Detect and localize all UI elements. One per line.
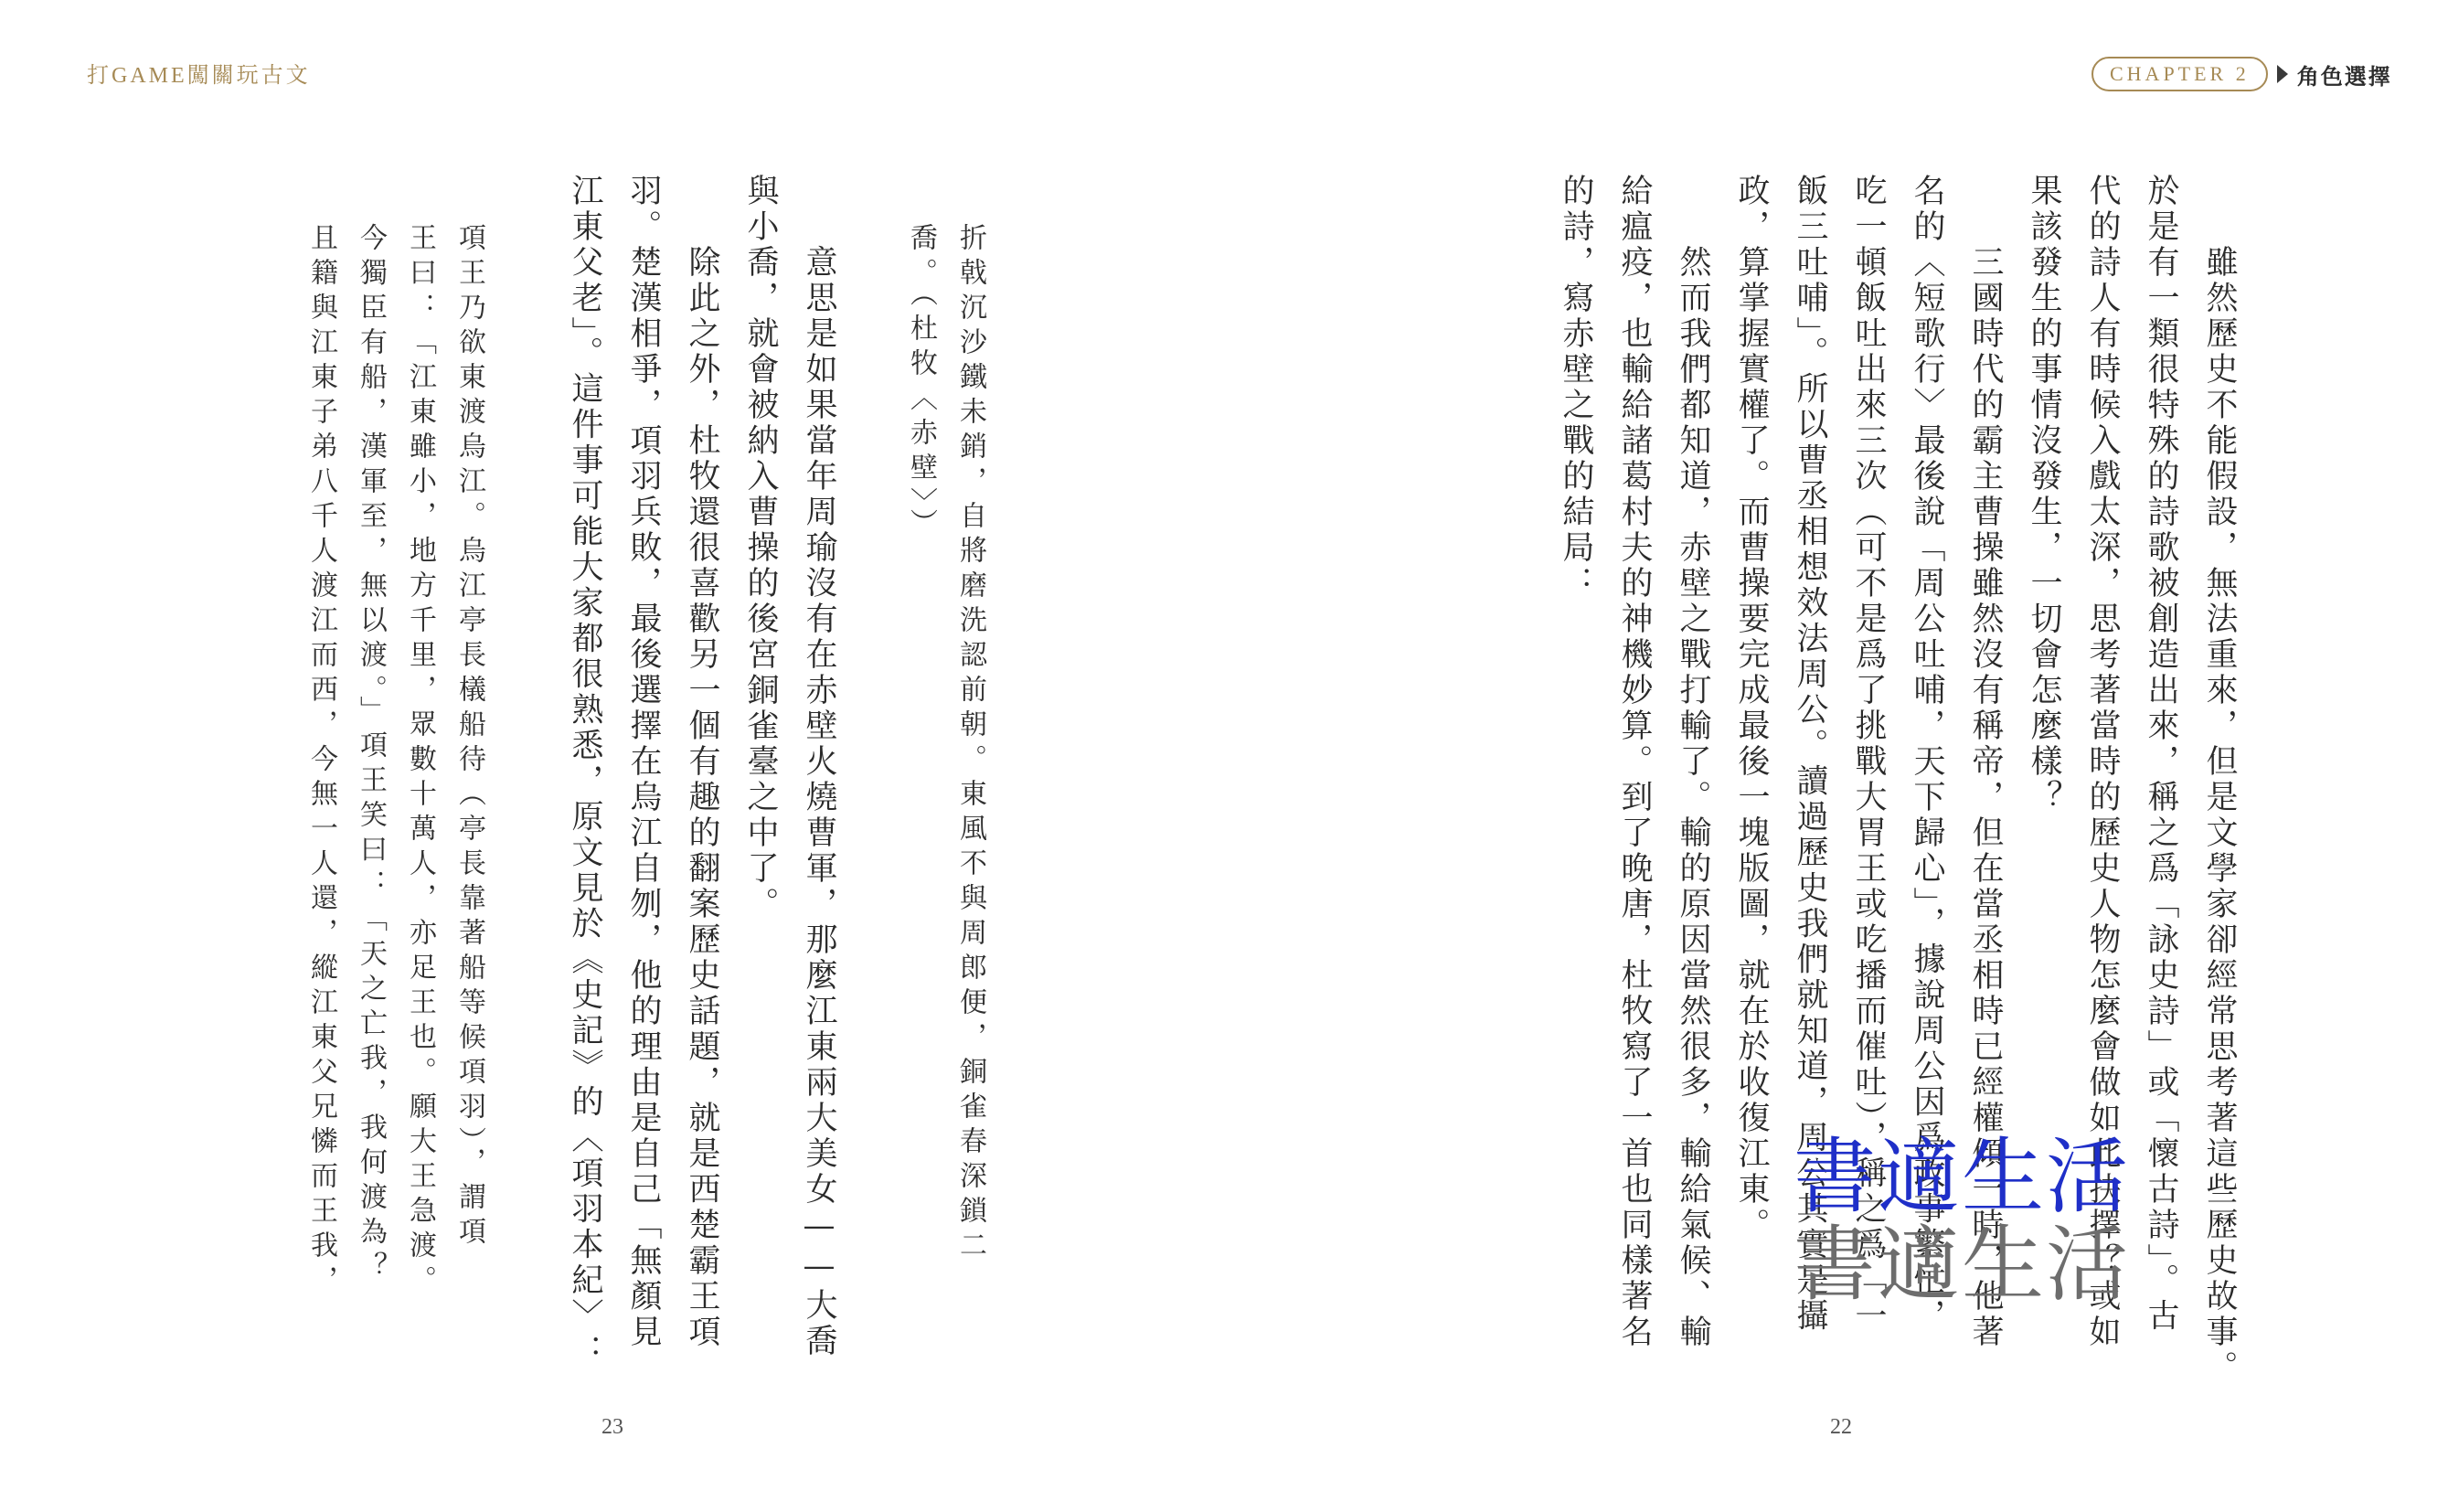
page-number-right: 22 — [1830, 1415, 1852, 1439]
watermark-blue: 書適生活 — [1793, 1129, 2130, 1225]
chapter-label-badge: CHAPTER 2 — [2091, 57, 2268, 91]
page-number-left: 23 — [601, 1415, 623, 1439]
historical-record-quotation: 項王乃欲東渡烏江。烏江亭長檥船待（亭長靠著船等候項羽），謂項 王曰：「江東雖小，地方千里，眾數十萬人，亦足王也。願大王急渡。 今獨臣有船，漢軍至，無以渡。」項王笑曰：「天之亡我，我何渡為？ 且籍與江東子弟八千人渡江而西，今無一人還，縱江東父兄憐而王我， — [305, 223, 485, 1300]
running-head-chapter — [2091, 57, 2392, 91]
poem-quotation: 折戟沉沙鐵未銷，自將磨洗認前朝。東風不與周郎便，銅雀春深鎖二 喬。（杜牧〈赤壁〉） — [905, 223, 986, 1265]
right-page-body-text: 雖然歷史不能假設，無法重來，但是文學家卻經常思考著這些歷史故事。 於是有一類很特殊的詩歌被創造出來，稱之爲「詠史詩」或「懷古詩」。古 代的詩人有時候入戲太深，思考著當時的歷史人物怎麼會做如此抉擇？或如 果該發生的事情沒發生，一切會怎麼樣？ 三國時代的霸主曹操雖然沒有稱帝，但在當丞相時已經權傾一時，他著 名的〈短歌行〉最後說「周公吐哺，天下歸心」，據說周公因爲政事繁忙， 吃一頓飯吐出來三次（可不是爲了挑戰大胃王或吃播而催吐），稱之爲「一 飯三吐哺」。所以曹丞相想效法周公。讀過歷史我們就知道，周公其實是攝 政，算掌握實權了。而曹操要完成最後一塊版圖，就在於收復江東。 然而我們都知道，赤壁之戰打輸了。輸的原因當然很多，輸給氣候、輸 給瘟疫，也輸給諸葛村夫的神機妙算。到了晚唐，杜牧寫了一首也同樣著名 的詩，寫赤壁之戰的結局： — [1558, 174, 2238, 1386]
running-head-book-title: 打GAME闖關玩古文 — [87, 64, 311, 88]
watermark-gray: 書適生活 — [1793, 1217, 2130, 1313]
triangle-right-icon — [2277, 65, 2288, 83]
chapter-title: 角色選擇 — [2296, 63, 2392, 90]
left-page-body-text: 意思是如果當年周瑜沒有在赤壁火燒曹軍，那麼江東兩大美女——大喬 與小喬，就會被納入曹操的後宮銅雀臺之中了。 除此之外，杜牧還很喜歡另一個有趣的翻案歷史話題，就是西楚霸王項 羽。楚漢相爭，項羽兵敗，最後選擇在烏江自刎，他的理由是自己「無顏見 江東父老」。這件事可能大家都很熟悉，原文見於《史記》的〈項羽本紀〉： — [567, 174, 837, 1370]
